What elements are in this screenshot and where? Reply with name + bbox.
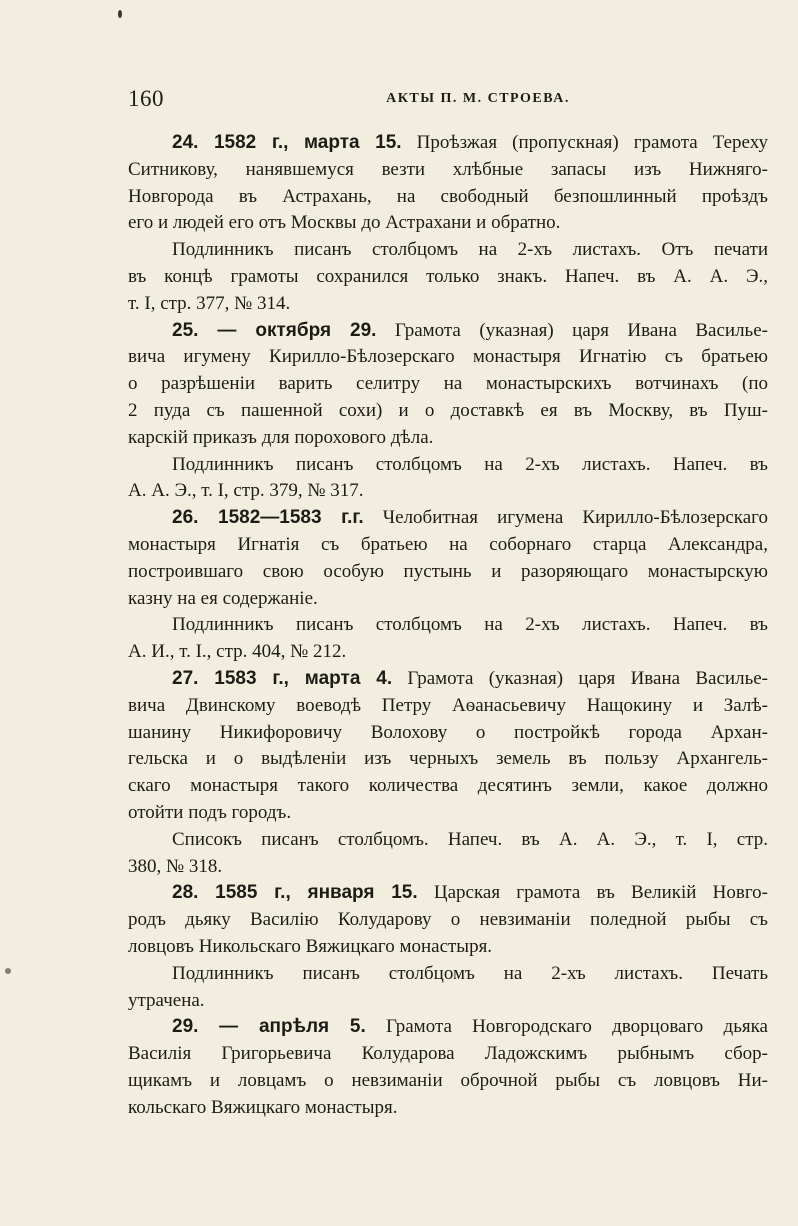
entry-text-line xyxy=(128,1095,768,1122)
source-note-text: Подлинникъ писанъ столбцомъ на 2-хъ листахъ. Напеч. въ xyxy=(172,453,768,475)
entry-text: кольскаго Вяжицкаго монастыря. xyxy=(128,1096,398,1118)
entry-number-date: 25. — октября 29. xyxy=(172,319,377,341)
entry-heading-line xyxy=(128,666,768,693)
entry-text-line xyxy=(128,746,768,773)
entry-text-line xyxy=(128,800,768,827)
entry-text: о разрѣшеніи варить селитру на монастырскихъ вотчинахъ (по xyxy=(128,373,768,395)
entry-number-date: 28. 1585 г., января 15. xyxy=(172,882,418,904)
entry-text: щикамъ и ловцамъ о невзиманіи оброчной рыбы съ ловцовъ Ни- xyxy=(128,1069,768,1091)
entry-source-note xyxy=(128,291,768,318)
ink-speck xyxy=(118,10,122,18)
entry-text-line xyxy=(128,773,768,800)
entry-text: Новгорода въ Астрахань, на свободный безпошлинный проѣздъ xyxy=(128,185,768,207)
ink-speck xyxy=(5,968,11,974)
entry-heading-line xyxy=(128,880,768,907)
entry-source-note xyxy=(128,827,768,854)
entry-text: казну на ея содержаніе. xyxy=(128,587,318,609)
entry-text: Челобитная игумена Кирилло-Бѣлозерскаго xyxy=(363,507,768,529)
entry-text-line xyxy=(128,371,768,398)
entry-text-line xyxy=(128,934,768,961)
entry-text-line xyxy=(128,693,768,720)
entry-text: Грамота (указная) царя Ивана Василье- xyxy=(376,319,768,341)
entry-text: шанину Никифоровичу Волохову о постройкѣ города Архан- xyxy=(128,721,768,743)
entry-heading-line xyxy=(128,130,768,157)
entry-text: родъ дьяку Василію Колударову о невзиманіи поледной рыбы съ xyxy=(128,909,768,931)
entry-number-date: 26. 1582—1583 г.г. xyxy=(172,507,364,529)
entry-text-line xyxy=(128,532,768,559)
entry-text: отойти подъ городъ. xyxy=(128,801,292,823)
entry-text: ловцовъ Никольскаго Вяжицкаго монастыря. xyxy=(128,935,493,957)
source-note-text: 380, № 318. xyxy=(128,855,223,877)
page-body xyxy=(128,130,768,1121)
entry-text: Василія Григорьевича Колударова Ладожскимъ рыбнымъ сбор- xyxy=(128,1043,768,1065)
entry-text: карскій приказъ для порохового дѣла. xyxy=(128,426,434,448)
entry-text-line xyxy=(128,559,768,586)
entry-text-line xyxy=(128,1068,768,1095)
entry-text-line xyxy=(128,720,768,747)
entry-source-note xyxy=(128,961,768,988)
entry-text: Царская грамота въ Великій Новго- xyxy=(417,882,769,904)
entry-text: Грамота Новгородскаго дворцоваго дьяка xyxy=(365,1016,768,1038)
entry-text: гельска и о выдѣленіи изъ черныхъ земель въ пользу Архангель- xyxy=(128,748,768,770)
entry-text-line xyxy=(128,1041,768,1068)
entry-text: Ситникову, нанявшемуся везти хлѣбные запасы изъ Нижняго- xyxy=(128,158,768,180)
entry-text: монастыря Игнатія съ братьею на соборнаго старца Александра, xyxy=(128,533,768,555)
entry-source-note xyxy=(128,639,768,666)
source-note-text: т. I, стр. 377, № 314. xyxy=(128,292,291,314)
entry-source-note xyxy=(128,264,768,291)
entry-text-line xyxy=(128,184,768,211)
entry-text: построившаго свою особую пустынь и разоряющаго монастырскую xyxy=(128,560,768,582)
entry-text: скаго монастыря такого количества десятинъ земли, какое должно xyxy=(128,775,768,797)
entry-text: вича игумену Кирилло-Бѣлозерскаго монастыря Игнатію съ братьею xyxy=(128,346,768,368)
entry-text: вича Двинскому воеводѣ Петру Аѳанасьевичу Нащокину и Залѣ- xyxy=(128,694,768,716)
entry-source-note xyxy=(128,854,768,881)
source-note-text: А. А. Э., т. I, стр. 379, № 317. xyxy=(128,480,364,502)
source-note-text: Подлинникъ писанъ столбцомъ на 2-хъ листахъ. Отъ печати xyxy=(172,239,768,261)
entry-number-date: 24. 1582 г., марта 15. xyxy=(172,132,402,153)
entry-number-date: 27. 1583 г., марта 4. xyxy=(172,667,393,689)
entry-text: его и людей его отъ Москвы до Астрахани и обратно. xyxy=(128,212,561,234)
page-number: 160 xyxy=(128,86,164,111)
entry-text-line xyxy=(128,398,768,425)
entry-source-note xyxy=(128,237,768,264)
source-note-text: Подлинникъ писанъ столбцомъ на 2-хъ листахъ. Печать xyxy=(172,962,768,984)
running-head: АКТЫ П. М. СТРОЕВА. xyxy=(386,91,570,106)
entry-heading-line xyxy=(128,1014,768,1041)
entry-heading-line xyxy=(128,505,768,532)
entry-text-line xyxy=(128,210,768,237)
entry-text: 2 пуда съ пашенной сохи) и о доставкѣ ея въ Москву, въ Пуш- xyxy=(128,399,768,421)
entry-source-note xyxy=(128,478,768,505)
entry-text-line xyxy=(128,344,768,371)
entry-text: Проѣзжая (пропускная) грамота Тереху xyxy=(401,132,768,153)
entry-text-line xyxy=(128,157,768,184)
entry-number-date: 29. — апрѣля 5. xyxy=(172,1016,366,1038)
source-note-text: въ концѣ грамоты сохранился только знакъ. Напеч. въ А. А. Э., xyxy=(128,265,768,287)
entry-text-line xyxy=(128,425,768,452)
entry-source-note xyxy=(128,452,768,479)
page-header xyxy=(128,86,768,116)
entry-text-line xyxy=(128,586,768,613)
source-note-text: А. И., т. I., стр. 404, № 212. xyxy=(128,641,347,663)
entry-text: Грамота (указная) царя Ивана Василье- xyxy=(392,667,768,689)
entry-heading-line xyxy=(128,318,768,345)
source-note-text: утрачена. xyxy=(128,989,205,1011)
entry-text-line xyxy=(128,907,768,934)
source-note-text: Списокъ писанъ столбцомъ. Напеч. въ А. А. Э., т. I, стр. xyxy=(172,828,768,850)
entry-source-note xyxy=(128,612,768,639)
source-note-text: Подлинникъ писанъ столбцомъ на 2-хъ листахъ. Напеч. въ xyxy=(172,614,768,636)
entry-source-note xyxy=(128,988,768,1015)
